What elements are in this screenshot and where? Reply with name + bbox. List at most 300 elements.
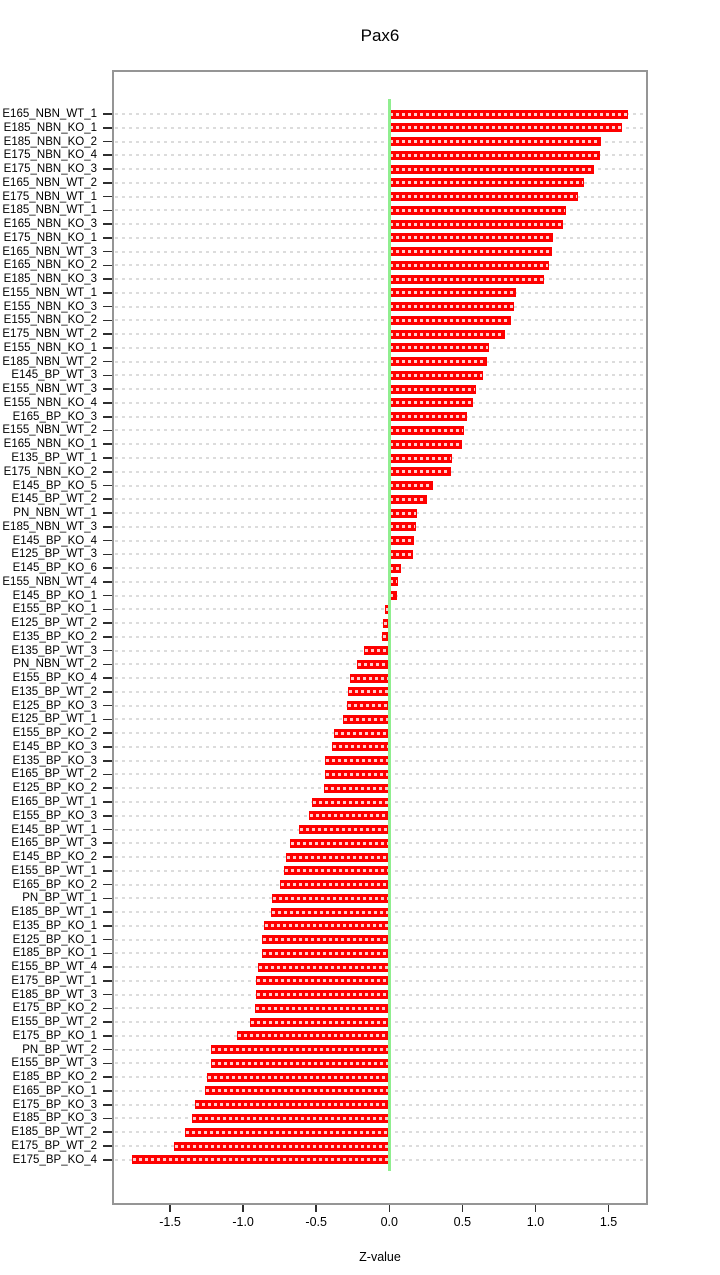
bar-dash-pattern [390, 470, 449, 473]
bar-dash-pattern [325, 787, 389, 790]
y-axis-label: E125_BP_WT_2 [11, 617, 97, 630]
y-axis-tick [103, 842, 113, 844]
y-axis-label: E145_BP_WT_1 [11, 823, 97, 836]
bar-dash-pattern [285, 869, 388, 872]
y-axis-tick [103, 375, 113, 377]
bar [389, 261, 548, 270]
row-gridline [115, 457, 645, 459]
y-axis-tick [103, 719, 113, 721]
y-axis-label: E175_BP_WT_1 [11, 974, 97, 987]
x-axis-tick [315, 1204, 317, 1212]
y-axis-tick [103, 512, 113, 514]
y-axis-tick [103, 540, 113, 542]
bar-dash-pattern [390, 168, 593, 171]
y-axis-label: E135_BP_WT_3 [11, 644, 97, 657]
row-gridline [115, 223, 645, 225]
y-axis-label: E165_NBN_WT_2 [2, 176, 97, 189]
y-axis-tick [103, 595, 113, 597]
y-axis-label: E155_BP_WT_4 [11, 961, 97, 974]
y-axis-label: E175_BP_WT_2 [11, 1140, 97, 1152]
bar [389, 564, 401, 573]
y-axis-label: E155_BP_WT_2 [11, 1016, 97, 1029]
bar-dash-pattern [349, 690, 388, 693]
bar [389, 178, 583, 187]
y-axis-label: E175_BP_KO_1 [12, 1029, 97, 1042]
bar [389, 357, 487, 366]
bar-dash-pattern [300, 828, 389, 831]
bar-dash-pattern [390, 113, 626, 116]
bar [389, 398, 472, 407]
bar-dash-pattern [186, 1131, 389, 1134]
bar [389, 426, 464, 435]
y-axis-tick [103, 705, 113, 707]
row-gridline [115, 608, 645, 610]
y-axis-label: E125_BP_KO_1 [12, 933, 97, 946]
bar [280, 880, 390, 889]
y-axis-label: E185_NBN_WT_1 [2, 204, 97, 217]
bar-dash-pattern [390, 567, 400, 570]
y-axis-label: E185_NBN_KO_2 [3, 135, 97, 148]
y-axis-label: E175_BP_KO_2 [12, 1002, 97, 1015]
bar-dash-pattern [287, 856, 389, 859]
y-axis-tick [103, 829, 113, 831]
y-axis-tick [103, 774, 113, 776]
bar [389, 440, 462, 449]
y-axis-tick [103, 1118, 113, 1120]
y-axis-label: E155_BP_WT_3 [11, 1057, 97, 1070]
bar-dash-pattern [348, 704, 388, 707]
y-axis-label: E155_NBN_WT_2 [2, 424, 97, 437]
bar [237, 1031, 389, 1040]
y-axis-label: E185_NBN_WT_3 [2, 520, 97, 533]
bar-dash-pattern [257, 993, 388, 996]
y-axis-label: E165_NBN_WT_1 [2, 108, 97, 120]
y-axis-label: E185_NBN_WT_2 [2, 355, 97, 368]
y-axis-label: E125_BP_KO_3 [12, 699, 97, 712]
y-axis-tick [103, 554, 113, 556]
x-axis-tick [389, 1204, 391, 1212]
y-axis-label: E175_NBN_WT_1 [2, 190, 97, 203]
y-axis-tick [103, 622, 113, 624]
bar-dash-pattern [390, 457, 451, 460]
bar-dash-pattern [390, 195, 577, 198]
bar [389, 385, 475, 394]
y-axis-label: E175_BP_KO_3 [12, 1098, 97, 1111]
bar-dash-pattern [326, 773, 388, 776]
y-axis-tick [103, 567, 113, 569]
bar [185, 1128, 390, 1137]
y-axis-tick [103, 210, 113, 212]
bar-dash-pattern [390, 539, 413, 542]
row-gridline [115, 306, 645, 308]
y-axis-label: PN_NBN_WT_2 [13, 658, 97, 671]
y-axis-tick [103, 416, 113, 418]
y-axis-tick [103, 526, 113, 528]
bar-dash-pattern [390, 236, 552, 239]
bar-dash-pattern [365, 649, 388, 652]
row-gridline [115, 581, 645, 583]
row-gridline [115, 512, 645, 514]
y-axis-tick [103, 265, 113, 267]
y-axis-label: E185_BP_KO_1 [12, 947, 97, 960]
bar [389, 302, 513, 311]
bar [192, 1114, 389, 1123]
y-axis-tick [103, 1008, 113, 1010]
row-gridline [115, 251, 645, 253]
y-axis-tick [103, 361, 113, 363]
bar [250, 1018, 389, 1027]
y-axis-tick [103, 898, 113, 900]
y-axis-label: E185_BP_KO_3 [12, 1112, 97, 1125]
x-axis-tick-label: -1.5 [159, 1215, 181, 1229]
bar [389, 412, 466, 421]
bar [272, 894, 389, 903]
bar-dash-pattern [390, 126, 620, 129]
bar [325, 756, 389, 765]
y-axis-label: E165_NBN_WT_3 [2, 245, 97, 258]
bar-dash-pattern [351, 677, 388, 680]
row-gridline [115, 237, 645, 239]
y-axis-tick [103, 664, 113, 666]
y-axis-label: E165_BP_KO_3 [12, 410, 97, 423]
bar-dash-pattern [390, 484, 432, 487]
bar [334, 729, 390, 738]
y-axis-tick [103, 746, 113, 748]
y-axis-tick [103, 609, 113, 611]
row-gridline [115, 361, 645, 363]
y-axis-tick [103, 306, 113, 308]
bar [389, 467, 450, 476]
bar [284, 866, 389, 875]
bar [195, 1100, 389, 1109]
row-gridline [115, 443, 645, 445]
row-gridline [115, 319, 645, 321]
row-gridline [115, 498, 645, 500]
bar [262, 935, 389, 944]
x-axis-title: Z-value [359, 1250, 401, 1264]
chart-title: Pax6 [360, 26, 400, 45]
bar-dash-pattern [390, 580, 397, 583]
y-axis-tick [103, 732, 113, 734]
y-axis-label: E125_BP_KO_2 [12, 782, 97, 795]
bar-dash-pattern [281, 883, 389, 886]
y-axis-tick [103, 196, 113, 198]
bar-dash-pattern [358, 663, 388, 666]
bar [389, 550, 413, 559]
bar-dash-pattern [390, 140, 600, 143]
y-axis-tick [103, 237, 113, 239]
row-gridline [115, 622, 645, 624]
y-axis-label: E165_NBN_KO_2 [3, 259, 97, 272]
y-axis-label: E185_BP_WT_1 [11, 906, 97, 919]
y-axis-tick [103, 1076, 113, 1078]
bar-dash-pattern [390, 223, 562, 226]
bar [256, 990, 389, 999]
row-gridline [115, 540, 645, 542]
bar [389, 233, 553, 242]
bar-dash-pattern [212, 1062, 388, 1065]
y-axis-label: E155_NBN_KO_4 [3, 396, 97, 409]
bar-dash-pattern [313, 801, 388, 804]
y-axis-label: E175_BP_KO_4 [12, 1153, 97, 1166]
x-axis-tick-label: 1.0 [526, 1215, 545, 1229]
row-gridline [115, 347, 645, 349]
y-axis-tick [103, 884, 113, 886]
y-axis-label: PN_NBN_WT_1 [13, 507, 97, 520]
y-axis-tick [103, 388, 113, 390]
row-gridline [115, 526, 645, 528]
bar-dash-pattern [175, 1145, 388, 1148]
y-axis-label: E155_BP_WT_1 [11, 864, 97, 877]
y-axis-tick [103, 636, 113, 638]
y-axis-tick [103, 1049, 113, 1051]
y-axis-label: E145_BP_KO_2 [12, 851, 97, 864]
bar-dash-pattern [390, 415, 465, 418]
y-axis-tick [103, 182, 113, 184]
x-axis-tick [462, 1204, 464, 1212]
bar [205, 1086, 389, 1095]
bar-dash-pattern [390, 594, 395, 597]
x-axis-tick [242, 1204, 244, 1212]
bar [389, 275, 544, 284]
bar-dash-pattern [335, 732, 389, 735]
y-axis-label: E155_BP_KO_3 [12, 809, 97, 822]
y-axis-label: E175_NBN_KO_1 [3, 231, 97, 244]
x-axis-tick [169, 1204, 171, 1212]
bar-dash-pattern [133, 1158, 388, 1161]
bar [271, 908, 389, 917]
row-gridline [115, 471, 645, 473]
bar-dash-pattern [390, 525, 414, 528]
row-gridline [115, 485, 645, 487]
plot-area [113, 71, 647, 1203]
y-axis-label: E155_NBN_WT_1 [2, 286, 97, 299]
bar-dash-pattern [257, 979, 388, 982]
x-axis-tick-label: 0.5 [453, 1215, 472, 1229]
y-axis-tick [103, 953, 113, 955]
bar-dash-pattern [263, 938, 388, 941]
row-gridline [115, 374, 645, 376]
y-axis-tick [103, 141, 113, 143]
bar-dash-pattern [291, 842, 388, 845]
bar-dash-pattern [390, 319, 509, 322]
y-axis-tick [103, 1035, 113, 1037]
y-axis-tick [103, 402, 113, 404]
y-axis-label: E165_BP_WT_2 [11, 768, 97, 781]
y-axis-label: E145_BP_KO_1 [12, 589, 97, 602]
y-axis-label: E135_BP_KO_2 [12, 630, 97, 643]
bar [343, 715, 390, 724]
bar-dash-pattern [390, 429, 463, 432]
bar [389, 110, 627, 119]
bar-dash-pattern [390, 374, 482, 377]
bar-dash-pattern [212, 1048, 388, 1051]
x-axis-tick-label: 0.0 [380, 1215, 398, 1229]
y-axis-tick [103, 581, 113, 583]
row-gridline [115, 402, 645, 404]
y-axis-tick [103, 168, 113, 170]
y-axis-tick [103, 1063, 113, 1065]
bar [389, 454, 452, 463]
bar-dash-pattern [390, 278, 543, 281]
y-axis-tick [103, 856, 113, 858]
bar [256, 976, 389, 985]
y-axis-tick [103, 911, 113, 913]
y-axis-label: E165_BP_KO_1 [12, 1084, 97, 1097]
y-axis-label: E155_NBN_KO_3 [3, 300, 97, 313]
bar [264, 921, 390, 930]
y-axis-label: E145_BP_KO_3 [12, 740, 97, 753]
bar-dash-pattern [390, 333, 503, 336]
y-axis-tick [103, 485, 113, 487]
x-axis-tick [608, 1204, 610, 1212]
y-axis-tick [103, 333, 113, 335]
bar-dash-pattern [390, 443, 461, 446]
y-axis-label: E125_BP_WT_3 [11, 548, 97, 561]
bar-dash-pattern [208, 1076, 389, 1079]
y-axis-tick [103, 1159, 113, 1161]
bar [262, 949, 389, 958]
bar [389, 509, 417, 518]
row-gridline [115, 292, 645, 294]
bar-dash-pattern [259, 966, 389, 969]
y-axis-label: E155_BP_KO_1 [12, 603, 97, 616]
bar [389, 481, 433, 490]
y-axis-label: E175_NBN_WT_2 [2, 328, 97, 341]
bar [132, 1155, 389, 1164]
bar [207, 1073, 390, 1082]
bar-dash-pattern [344, 718, 389, 721]
y-axis-tick [103, 1131, 113, 1133]
y-axis-label: E135_BP_KO_3 [12, 754, 97, 767]
y-axis-label: E145_BP_KO_5 [12, 479, 97, 492]
row-gridline [115, 429, 645, 431]
bar-dash-pattern [390, 291, 515, 294]
bar [348, 687, 389, 696]
bar [389, 123, 621, 132]
bar [290, 839, 389, 848]
y-axis-label: E135_BP_WT_2 [11, 685, 97, 698]
y-axis-tick [103, 815, 113, 817]
row-gridline [115, 416, 645, 418]
y-axis-label: E165_BP_KO_2 [12, 878, 97, 891]
bar [309, 811, 389, 820]
bar-dash-pattern [390, 401, 471, 404]
bar-dash-pattern [193, 1117, 388, 1120]
bar [347, 701, 389, 710]
y-axis-label: E155_NBN_WT_4 [2, 575, 97, 588]
bar-dash-pattern [333, 745, 388, 748]
bar [325, 770, 389, 779]
bar-dash-pattern [206, 1089, 388, 1092]
y-axis-tick [103, 1021, 113, 1023]
y-axis-label: E185_BP_WT_2 [11, 1126, 97, 1139]
y-axis-tick [103, 1104, 113, 1106]
y-axis-tick [103, 966, 113, 968]
y-axis-tick [103, 650, 113, 652]
bar [389, 371, 483, 380]
row-gridline [115, 636, 645, 638]
y-axis-tick [103, 347, 113, 349]
y-axis-label: E155_NBN_KO_2 [3, 314, 97, 327]
bar [389, 247, 551, 256]
row-gridline [115, 567, 645, 569]
bar-dash-pattern [272, 911, 388, 914]
bar [389, 165, 594, 174]
bar-dash-pattern [390, 264, 547, 267]
bar-dash-pattern [390, 181, 582, 184]
y-axis-tick [103, 113, 113, 115]
y-axis-tick [103, 1090, 113, 1092]
bar [389, 137, 601, 146]
bar-dash-pattern [390, 498, 426, 501]
bar [389, 495, 427, 504]
y-axis-label: E145_BP_WT_3 [11, 369, 97, 382]
y-axis-tick [103, 760, 113, 762]
y-axis-tick [103, 787, 113, 789]
bar [258, 963, 390, 972]
bar-dash-pattern [390, 553, 412, 556]
y-axis-tick [103, 980, 113, 982]
y-axis-label: E185_BP_KO_2 [12, 1071, 97, 1084]
y-axis-tick [103, 292, 113, 294]
y-axis-label: E125_BP_WT_1 [11, 713, 97, 726]
bar [286, 853, 390, 862]
y-axis-tick [103, 457, 113, 459]
y-axis-label: E175_NBN_KO_3 [3, 163, 97, 176]
bar [389, 206, 566, 215]
y-axis-tick [103, 251, 113, 253]
row-gridline [115, 553, 645, 555]
y-axis-tick [103, 870, 113, 872]
bar-dash-pattern [390, 154, 598, 157]
y-axis-label: E135_BP_WT_1 [11, 452, 97, 464]
y-axis-label: PN_BP_WT_1 [22, 892, 97, 905]
bar-dash-pattern [196, 1103, 388, 1106]
y-axis-label: E165_BP_WT_1 [11, 796, 97, 808]
bar [255, 1004, 389, 1013]
bar [364, 646, 389, 655]
row-gridline [115, 595, 645, 597]
row-gridline [115, 388, 645, 390]
bar-dash-pattern [390, 305, 512, 308]
row-gridline [115, 333, 645, 335]
bar [389, 343, 488, 352]
y-axis-tick [103, 443, 113, 445]
y-axis-label: E175_NBN_KO_4 [3, 149, 97, 162]
bar-dash-pattern [326, 759, 388, 762]
bar [324, 784, 390, 793]
y-axis-label: E185_BP_WT_3 [11, 988, 97, 1001]
bar [332, 742, 389, 751]
bar [389, 536, 414, 545]
y-axis-label: E155_BP_KO_4 [12, 672, 97, 685]
bar-dash-pattern [265, 924, 389, 927]
bar-dash-pattern [390, 388, 474, 391]
x-axis-tick-label: 1.5 [599, 1215, 618, 1229]
bar-dash-pattern [390, 512, 416, 515]
y-axis-label: E145_BP_KO_4 [12, 534, 97, 547]
bar [389, 316, 510, 325]
y-axis-label: E165_NBN_KO_3 [3, 218, 97, 231]
y-axis-tick [103, 925, 113, 927]
bar [389, 220, 563, 229]
bar [312, 798, 389, 807]
row-gridline [115, 278, 645, 280]
y-axis-label: E155_NBN_KO_1 [3, 341, 97, 354]
bar-dash-pattern [390, 360, 486, 363]
y-axis-tick [103, 939, 113, 941]
